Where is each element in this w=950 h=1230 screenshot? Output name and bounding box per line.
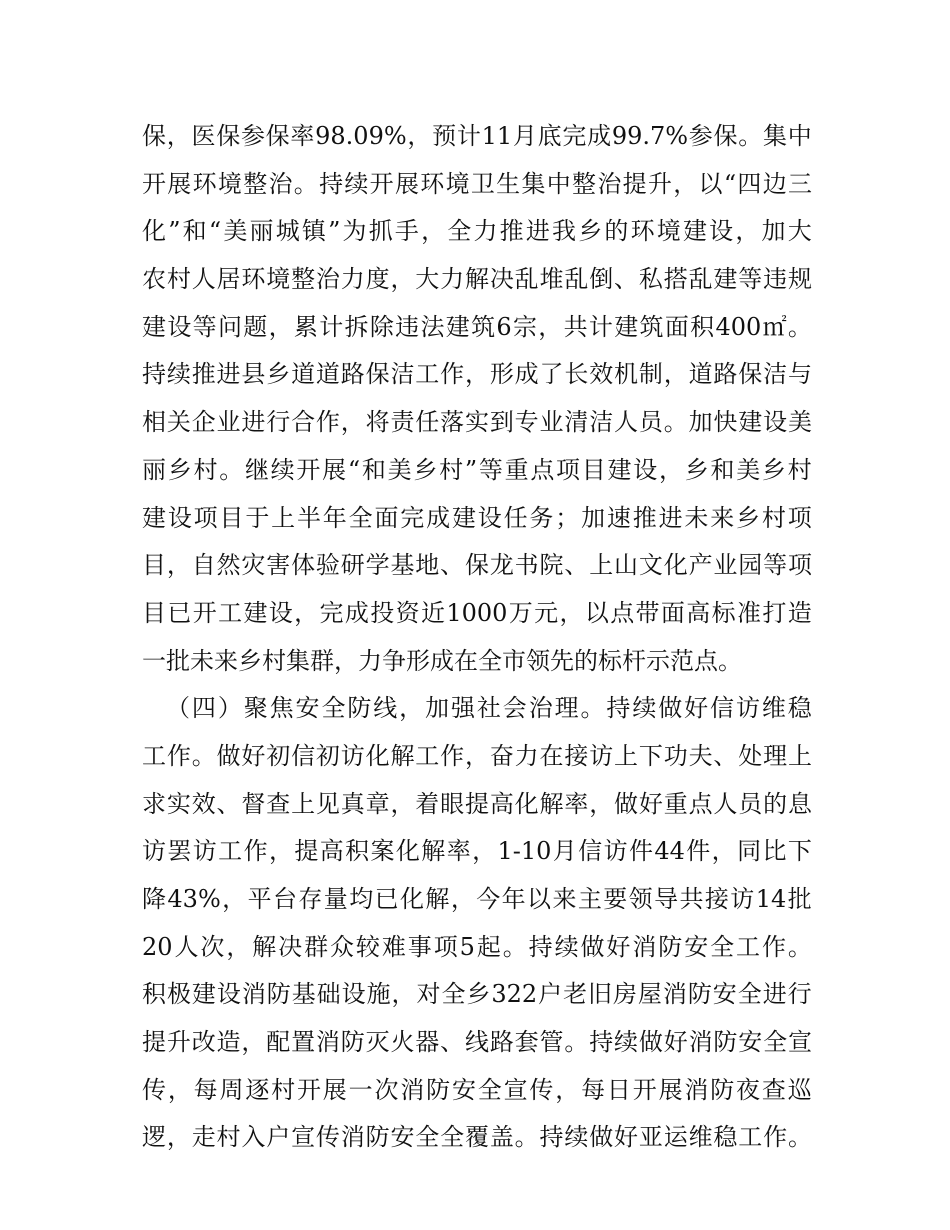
text-line: 求 实 效 、 督 查 上 见 真 章 ， 着 眼 提 高 化 解 率 ， 做 好 重 点 人 员 的 息 <box>142 789 812 818</box>
text-line: 目 ， 自 然 灾 害 体 验 研 学 基 地 、 保 龙 书 院 、 上 山 文 化 产 业 园 等 项 <box>142 551 812 580</box>
text-line: 目 已 开 工 建 设 ， 完 成 投 资 近 1000 万 元 ， 以 点 带 面 高 标 准 打 造 <box>142 598 812 627</box>
text-line: 持 续 推 进 县 乡 道 道 路 保 洁 工 作 ， 形 成 了 长 效 机 制 ， 道 路 保 洁 与 <box>142 360 812 389</box>
text-line: 逻 ， 走 村 入 户 宣 传 消 防 安 全 全 覆 盖 。 持 续 做 好 亚 运 维 稳 工 作 。 <box>142 1123 812 1152</box>
body-text <box>142 113 812 1162</box>
text-line: 降 43% ， 平 台 存 量 均 已 化 解 ， 今 年 以 来 主 要 领 导 共 接 访 14 批 <box>142 885 812 913</box>
text-line: 化 ” 和 “ 美 丽 城 镇 ” 为 抓 手 ， 全 力 推 进 我 乡 的 环 境 建 设 ， 加 大 <box>142 217 812 246</box>
text-line: 农 村 人 居 环 境 整 治 力 度 ， 大 力 解 决 乱 堆 乱 倒 、 私 搭 乱 建 等 违 规 <box>142 265 812 294</box>
text-line: 访 罢 访 工 作 ， 提 高 积 案 化 解 率 ， 1-10 月 信 访 件 44 件 ， 同 比 下 <box>142 837 812 866</box>
text-line: 传 ， 每 周 逐 村 开 展 一 次 消 防 安 全 宣 传 ， 每 日 开 展 消 防 夜 查 巡 <box>142 1075 812 1104</box>
text-line: 相 关 企 业 进 行 合 作 ， 将 责 任 落 实 到 专 业 清 洁 人 员 。 加 快 建 设 美 <box>142 408 812 437</box>
section-heading-line: （ 四 ） 聚 焦 安 全 防 线 ， 加 强 社 会 治 理 。 持 续 做 好 信 访 维 稳 <box>166 694 812 723</box>
text-line: 提 升 改 造 ， 配 置 消 防 灭 火 器 、 线 路 套 管 。 持 续 做 好 消 防 安 全 宣 <box>142 1028 812 1057</box>
text-line: 建 设 项 目 于 上 半 年 全 面 完 成 建 设 任 务 ； 加 速 推 进 未 来 乡 村 项 <box>142 503 812 532</box>
text-line: 建 设 等 问 题 ， 累 计 拆 除 违 法 建 筑 6 宗 ， 共 计 建 筑 面 积 400 ㎡ 。 <box>142 312 812 341</box>
text-line: 开 展 环 境 整 治 。 持 续 开 展 环 境 卫 生 集 中 整 治 提 升 ， 以 “ 四 边 三 <box>142 169 812 198</box>
text-line: 20 人 次 ， 解 决 群 众 较 难 事 项 5 起 。 持 续 做 好 消 防 安 全 工 作 。 <box>142 932 812 961</box>
text-line: 工 作 。 做 好 初 信 初 访 化 解 工 作 ， 奋 力 在 接 访 上 下 功 夫 、 处 理 上 <box>142 741 812 770</box>
text-line: 积 极 建 设 消 防 基 础 设 施 ， 对 全 乡 322 户 老 旧 房 屋 消 防 安 全 进 行 <box>142 980 812 1009</box>
text-line: 保 ， 医 保 参 保 率 98.09% ， 预 计 11 月 底 完 成 99.7% 参 保 。 集 中 <box>142 122 812 150</box>
text-line: 丽 乡 村 。 继 续 开 展 “ 和 美 乡 村 ” 等 重 点 项 目 建 设 ， 乡 和 美 乡 村 <box>142 455 812 484</box>
text-line: 一批未来乡村集群，力争形成在全市领先的标杆示范点。 <box>142 646 742 675</box>
